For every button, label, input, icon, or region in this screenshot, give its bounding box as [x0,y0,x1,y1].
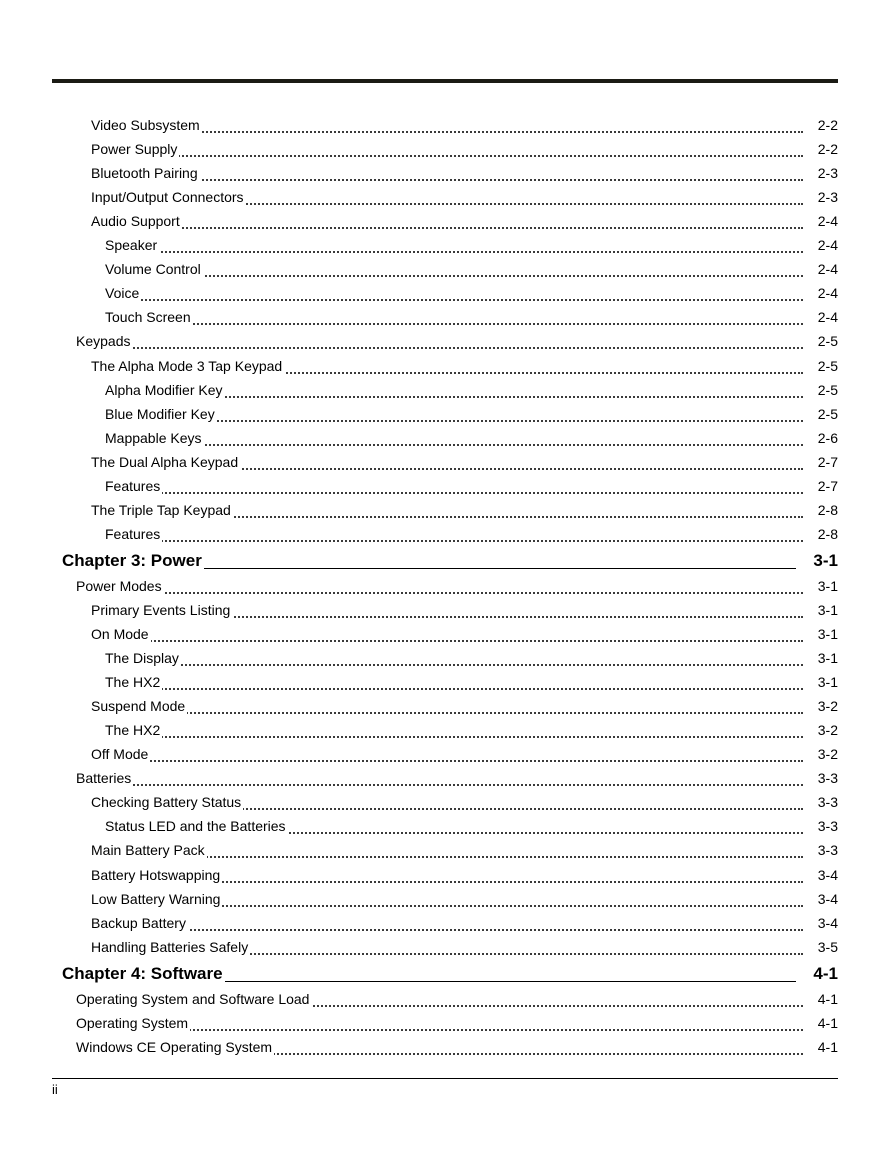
toc-entry[interactable] [0,769,892,791]
toc-entry-label: The Triple Tap Keypad [91,501,231,518]
toc-page-number: 2-4 [817,285,838,302]
toc-entry-label: Primary Events Listing [91,601,231,618]
toc-entry[interactable] [0,1038,892,1060]
toc-dot-leader [105,299,803,301]
toc-dot-leader [105,444,803,446]
toc-entry-label: Power Supply [91,141,178,158]
toc-dot-leader [105,275,803,277]
toc-entry-label: Keypads [76,333,131,350]
toc-page-number: 3-2 [817,698,838,715]
toc-page-number: 3-4 [817,914,838,931]
toc-dot-leader [76,347,803,349]
toc-entry-label: The Alpha Mode 3 Tap Keypad [91,357,283,374]
toc-entry-label: Checking Battery Status [91,794,242,811]
toc-entry[interactable] [0,453,892,475]
toc-entry[interactable] [0,116,892,138]
toc-entry-label: Audio Support [91,213,180,230]
toc-entry[interactable] [0,284,892,306]
toc-entry[interactable] [0,236,892,258]
toc-entry-label: Power Modes [76,577,162,594]
toc-entry-label: Main Battery Pack [91,842,205,859]
toc-entry-label: Volume Control [105,261,201,278]
toc-entry[interactable] [0,405,892,427]
toc-entry[interactable] [0,140,892,162]
toc-entry[interactable] [0,212,892,234]
toc-entry-label: Blue Modifier Key [105,405,215,422]
toc-entry-label: On Mode [91,626,149,642]
toc-entry-label: Video Subsystem [91,117,200,133]
toc-page-number: 3-4 [817,890,838,907]
toc-entry[interactable] [0,429,892,451]
toc-page-number: 2-2 [817,141,838,158]
toc-entry[interactable] [0,914,892,936]
toc-entry[interactable] [0,745,892,767]
toc-entry-label: Voice [105,285,140,302]
toc-page-number: 2-8 [817,501,838,518]
footer-rule [52,1078,838,1079]
toc-entry[interactable] [0,841,892,863]
toc-page-number: 2-5 [817,381,838,398]
toc-page-number: 2-5 [817,333,838,350]
toc-entry-label: Windows CE Operating System [76,1038,273,1055]
toc-page-number: 3-1 [817,674,838,691]
toc-dot-leader [76,592,803,594]
toc-page-number: 3-3 [817,770,838,787]
toc-entry[interactable] [0,890,892,912]
toc-page-number: 2-2 [817,117,838,133]
toc-dot-leader [91,227,803,229]
toc-page-number: 2-4 [817,213,838,230]
toc-page-number: 3-2 [817,746,838,763]
toc-page-number: 2-8 [817,525,838,542]
toc-entry[interactable] [0,793,892,815]
toc-page-number: 3-1 [817,577,838,594]
toc-chapter-heading[interactable] [0,551,892,573]
toc-entry[interactable] [0,332,892,354]
toc-entry-label: Batteries [76,770,132,787]
toc-entry-label: Touch Screen [105,309,191,326]
toc-dot-leader [105,251,803,253]
toc-entry-label: Chapter 4: Software [62,963,223,983]
toc-page-number: 4-1 [813,963,838,983]
toc-entry[interactable] [0,866,892,888]
toc-entry[interactable] [0,697,892,719]
toc-page-number: 4-1 [817,990,838,1007]
toc-entry[interactable] [0,477,892,499]
toc-entry-label: Low Battery Warning [91,890,221,907]
toc-dot-leader [91,640,803,642]
toc-page-number: 3-2 [817,722,838,739]
toc-chapter-heading[interactable] [0,964,892,986]
toc-entry[interactable] [0,577,892,599]
toc-entry[interactable] [0,1014,892,1036]
toc-page-number: 2-4 [817,237,838,254]
toc-entry[interactable] [0,990,892,1012]
toc-entry-label: Suspend Mode [91,698,186,715]
toc-dot-leader [91,929,803,931]
toc-entry-label: The HX2 [105,722,161,739]
toc-entry-label: Backup Battery [91,914,186,931]
toc-dot-leader [105,323,803,325]
toc-page-number: 4-1 [817,1038,838,1055]
toc-page-number: 3-3 [817,842,838,859]
toc-entry[interactable] [0,721,892,743]
toc-entry[interactable] [0,164,892,186]
toc-entry-label: Off Mode [91,746,149,763]
toc-page-number: 2-5 [817,405,838,422]
toc-entry[interactable] [0,308,892,330]
toc-page-number: 3-1 [813,550,838,570]
toc-entry-label: Operating System and Software Load [76,990,310,1007]
toc-page-number: 2-6 [817,429,838,446]
toc-entry[interactable] [0,381,892,403]
header-rule [52,79,838,83]
toc-entry-label: The HX2 [105,674,161,691]
toc-page-number: 2-4 [817,261,838,278]
toc-page-number: 2-3 [817,189,838,206]
toc-entry-label: Features [105,477,161,494]
toc-entry-label: Bluetooth Pairing [91,165,198,182]
toc-page-number: 2-3 [817,165,838,182]
toc-page-number: 3-1 [817,650,838,667]
toc-entry[interactable] [0,260,892,282]
toc-page-number: 2-7 [817,453,838,470]
toc-entry[interactable] [0,601,892,623]
toc-page-number: 3-5 [817,938,838,955]
toc-page-number: 2-5 [817,357,838,374]
toc-entry-label: Mappable Keys [105,429,202,446]
toc-entry-label: Operating System [76,1014,189,1031]
toc-entry-label: Speaker [105,237,158,254]
toc-page-number: 3-1 [817,626,838,642]
toc-entry[interactable] [0,817,892,839]
toc-dot-leader [91,712,803,714]
toc-dot-leader [105,492,803,494]
toc-entry-label: Handling Batteries Safely [91,938,249,955]
toc-entry-label: Alpha Modifier Key [105,381,223,398]
toc-dot-leader [105,688,803,690]
toc-entry-label: Features [105,525,161,542]
toc-entry[interactable] [0,357,892,379]
toc-entry-label: Battery Hotswapping [91,866,221,883]
toc-page-number: 4-1 [817,1014,838,1031]
toc-dot-leader [105,540,803,542]
toc-entry[interactable] [0,188,892,210]
toc-dot-leader [105,664,803,666]
toc-dot-leader [76,784,803,786]
toc-entry-label: Status LED and the Batteries [105,818,286,835]
toc-entry-label: The Display [105,650,179,667]
toc-entry[interactable] [0,673,892,695]
toc-page-number: 2-7 [817,477,838,494]
toc-entry-label: Input/Output Connectors [91,189,244,206]
footer-page-number: ii [52,1082,58,1097]
toc-page-number: 3-3 [817,818,838,835]
toc-entry[interactable] [0,649,892,671]
toc-page-number: 2-4 [817,309,838,326]
toc-page-number: 3-4 [817,866,838,883]
toc-entry[interactable] [0,938,892,960]
toc-entry-label: Chapter 3: Power [62,550,202,570]
toc-entry[interactable] [0,501,892,523]
toc-dot-leader [91,155,803,157]
toc-page-number: 3-1 [817,601,838,618]
toc-dot-leader [91,760,803,762]
toc-entry[interactable] [0,525,892,547]
toc-page-number: 3-3 [817,794,838,811]
toc-dot-leader [105,736,803,738]
toc-entry[interactable] [0,625,892,647]
toc-entry-label: The Dual Alpha Keypad [91,453,239,470]
